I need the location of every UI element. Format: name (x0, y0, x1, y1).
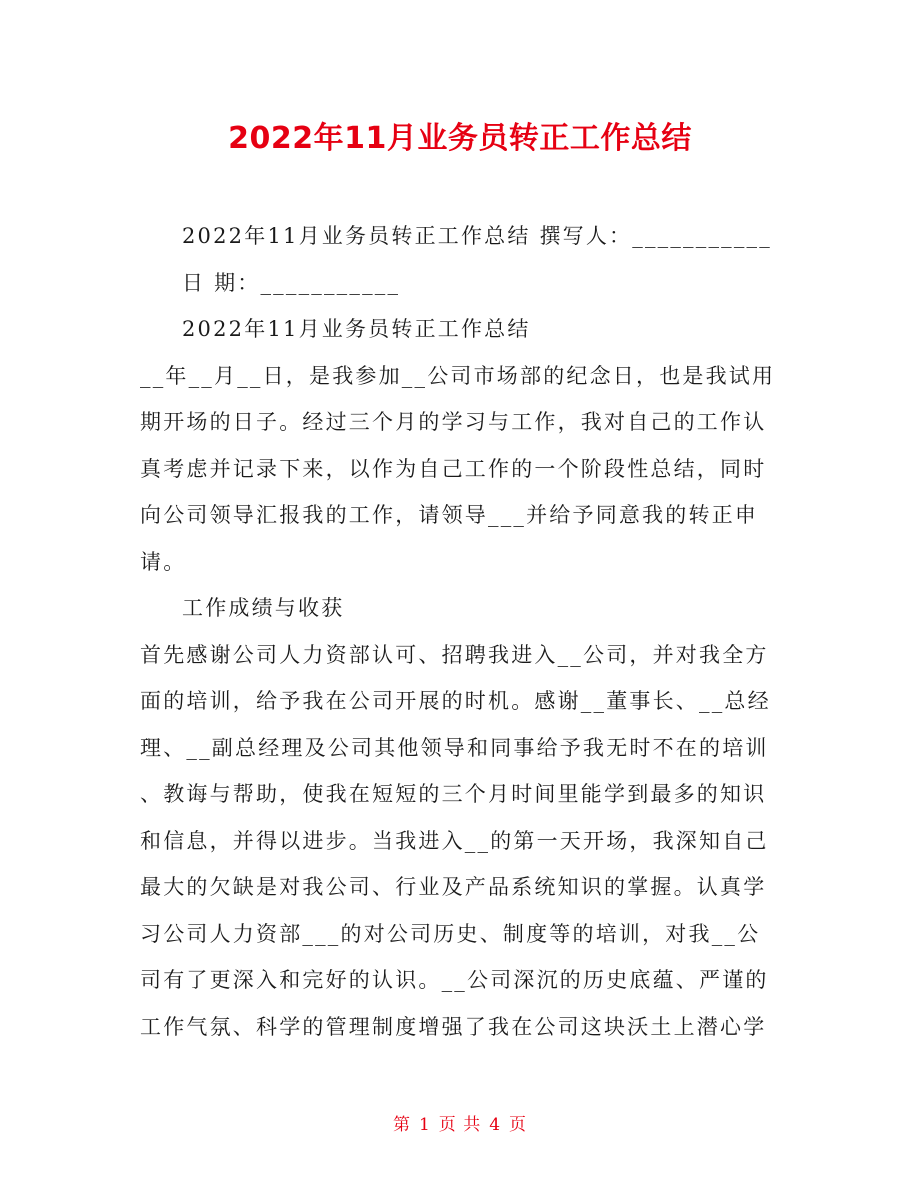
paragraph-line: 真考虑并记录下来，以作为自己工作的一个阶段性总结，同时 (140, 457, 767, 481)
section-heading: 工作成绩与收获 (182, 596, 345, 620)
subtitle-line: 2022年11月业务员转正工作总结 (182, 317, 531, 341)
paragraph-line: 向公司领导汇报我的工作，请领导___并给予同意我的转正申 (140, 503, 759, 527)
paragraph-line: 请。 (140, 550, 187, 574)
document-title: 2022年11月业务员转正工作总结 (228, 121, 692, 156)
paragraph-line: 司有了更深入和完好的认识。__公司深沉的历史底蕴、严谨的 (140, 968, 769, 992)
footer-suffix: 页 (509, 1115, 528, 1135)
paragraph-line: 面的培训，给予我在公司开展的时机。感谢__董事长、__总经 (140, 689, 771, 713)
paragraph-line: __年__月__日，是我参加__公司市场部的纪念日，也是我试用 (140, 364, 776, 388)
paragraph-line: 最大的欠缺是对我公司、行业及产品系统知识的掌握。认真学 (140, 875, 767, 899)
footer-middle: 页 共 (438, 1115, 482, 1135)
page-footer (0, 1112, 920, 1138)
paragraph-line: 工作气氛、科学的管理制度增强了我在公司这块沃土上潜心学 (140, 1015, 767, 1039)
footer-total-pages: 4 (489, 1115, 502, 1135)
paragraph-line: 、教诲与帮助，使我在短短的三个月时间里能学到最多的知识 (140, 782, 767, 806)
paragraph-line: 期开场的日子。经过三个月的学习与工作，我对自己的工作认 (140, 410, 767, 434)
footer-prefix: 第 (392, 1115, 411, 1135)
paragraph-line: 习公司人力资部___的对公司历史、制度等的培训，对我__公 (140, 922, 761, 946)
meta-line: 2022年11月业务员转正工作总结 撰写人：___________ (182, 224, 772, 248)
paragraph-line: 理、__副总经理及公司其他领导和同事给予我无时不在的培训 (140, 736, 769, 760)
paragraph-line: 首先感谢公司人力资部认可、招聘我进入__公司，并对我全方 (140, 643, 769, 667)
date-line: 日 期：___________ (182, 271, 401, 295)
footer-page-number: 1 (418, 1115, 431, 1135)
paragraph-line: 和信息，并得以进步。当我进入__的第一天开场，我深知自己 (140, 829, 769, 853)
